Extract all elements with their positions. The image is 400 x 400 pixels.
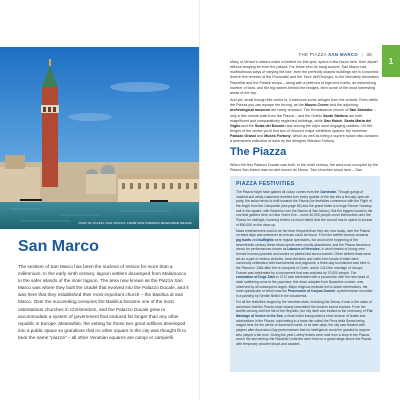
bold-term: Procession of Corpus Domini <box>287 289 335 294</box>
paragraph-1: Many of Venice's visitors make a beeline for this spot, spend a few hours here, then depart without straying far from the piazza. For those who do hang around, San Marco has multitudinous ways of varying the tour: from the perfectly shaped buildings set in concentric lines in the reverse of the Procuratie and the Torre dell'Orologio, to the intricately decorated Piazzetta and the Palace shops – along with a plethora of high-end hotels, an astonishing number of bars, and the big names behind the bridges, then some of the most interesting areas of the city. <box>230 60 379 95</box>
bold-term: Museo Fortuny <box>264 134 291 139</box>
festivities-paragraph-1 <box>236 190 374 227</box>
chapter-tab: 1 <box>382 45 400 77</box>
section-title: San Marco <box>18 238 99 255</box>
bold-term: Museo Correr <box>304 103 329 108</box>
bold-term: San Moisè <box>323 118 343 123</box>
bold-term: pig hunts <box>236 238 252 243</box>
text-run: Mass entertainment used to be far more frequent than they are now today, over the Piazza on feast days and whenever an excuse could be found. From the twelfth century onwards <box>236 228 370 238</box>
running-head-area: SAN MARCO <box>328 52 358 57</box>
bold-term: San Salvador <box>349 108 373 113</box>
venice-photo <box>0 47 200 229</box>
text-run: , in which teams of young men formed human pyramids and towers on planks laid across barrels. Other athletic feats were set as a part of various victories, local elections and visits from heads of state were commonly celebrated with tournaments and pageants; a three-day tournament was held in the Piazza in 1364 after the re-conquest of Crete, and in 1413 the marriage of Jacopo Foscari was celebrated by a tournament that was watched by 70,000 people. The <box>236 247 371 275</box>
page-number: 35 <box>366 52 372 57</box>
text-run: For all the festivities staged by the Venetian state, including the Sensa, it was in the wake of ascension that the Piazza most closely resembled the modern tourist enclave. From the twelfth century until the fall of the Republic, the city itself was treated to the ceremony of <box>236 300 372 314</box>
text-run: And yet, small though this centre is, it harbours some refuges from the crowds. Even within the Piazza you can escape the throng, as the <box>230 98 379 108</box>
text-run: are both magnificent and comparatively neglected buildings, while <box>230 113 363 123</box>
intro-paragraph: The sestiere of San Marco has been the nucleus of Venice for more than a millennium. In the early ninth century, lagoon settlers decamped from Malamocco to the safer islands of the inner lagoon. The area now known as the Piazza San Marco was where they built the citadel that evolved into the Palazzo Ducale, and it was here that they established their most important church – the Basilica di San Marco. Over the succeeding centuries the Basilica became one of the most ostentatious churches in Christendom, and the Palazzo Ducale grew to accommodate a system of government that endured far longer than any other republic in Europe. Meanwhile, the setting for these two great edifices developed into a public space so grandiose that no other square in the city was thought fit to bear the name "piazza" – all other Venetian squares are campi or campielli. <box>18 264 189 340</box>
text-run: , which as well as being a superb space also contains a permanent collection of work by the designer Mariano Fortuny. <box>230 134 379 144</box>
piazza-intro: When the first Palazzo Ducale was built, in the ninth century, the area now occupied by the Piazza San Marco was an islet known as Morso. Two churches stood here – San <box>230 163 378 173</box>
bold-term: Santo Stefano <box>323 113 348 118</box>
festivities-paragraph-2 <box>236 229 374 299</box>
text-run: rank among the city's most engaging oddities. On the fringes of the centre you'll find two of Venice's major exhibition spaces: the immense <box>230 123 373 134</box>
text-run: were regular spectacles, but around the beginning of the seventeenth century these blood sports were mostly abandoned, and the Piazza became a venue for performances known as <box>236 238 371 252</box>
text-run: , a ritual which inaugurated a short season of feasts and celebrations in the Piazza, culminating in a trade fair called the Fiera della Sensa being staged here for the whole of Ascension week. In its later days, the city was flooded with players after Ascension Day performances that for intelligence would be granted to anyone who played a fair tune. During the year Lottery tickets were sold from a shop in the Piazza, and in the last century the Republic's lotteries were held on a grand stage above the Piazza with temporary wooden shops and arcades. <box>236 314 372 346</box>
text-run: . Though gangs of masked and wildly costumed revellers turn every quarter of the city into a ten-day open-air party, the action tends to shift towards the Piazza (for festivities commence with the Flight of the Angel from the Campanile (see page 86) and the grand finale is a huge Shrove Tuesday ball in the square, with fireworks over the Bacino di San Marco). But the biggest crowd is the one that gathers here on New Year's Eve – some 40,000 people crush themselves onto the Piazza for midnight, hovering behind so much debris that the council has to spend in excess of €50,000 on the clear-up. <box>236 190 373 227</box>
text-run: and <box>256 134 265 139</box>
text-run: and the <box>240 123 255 128</box>
text-run: – only a five-minute walk from the Piazza – and the Gothic <box>230 108 376 118</box>
photo-caption: VIEW OF PIAZZA SAN MARCO FROM SAN GIORGIO MAGGIORE ISLAND <box>78 221 192 225</box>
text-run: , a performance recorded in a painting by Gentile Bellini in the Accademia. <box>236 289 373 298</box>
running-header <box>299 52 372 57</box>
bold-term: archeological museum <box>230 108 270 113</box>
text-run: , <box>342 118 345 123</box>
piazza-panorama-image <box>0 47 200 229</box>
bold-term: Palazzo Grassi <box>230 134 257 139</box>
bold-term: Scala del Bovolo <box>254 123 285 128</box>
text-run: and the adjoining <box>328 103 358 108</box>
text-run: are rarely crowded. The Renaissance church of <box>269 108 350 113</box>
right-body-text <box>230 60 380 147</box>
festivities-paragraph-3 <box>236 300 374 347</box>
bold-term: coronation of Doge Ziani <box>236 275 276 280</box>
running-head-section: THE PIAZZA <box>298 52 327 57</box>
bold-term: Carnevale <box>320 190 337 194</box>
festivities-box <box>230 176 380 372</box>
piazza-heading: The Piazza <box>230 146 287 158</box>
text-run: The Piazza might have gained all colour comes from the <box>236 190 321 194</box>
festivities-heading: PIAZZA FESTIVITIES <box>236 181 295 187</box>
text-run: in 1172 was celebrated with a procession with the new head of state scattering coins to the populace; this ritual, adapted from Byzantine custom, was observed by all subsequent doges. Major religious festivals led to lavish celebrations, the most spectacular of which was the <box>236 275 369 294</box>
bold-term: The Marriage of Venice to the Sea <box>236 309 373 319</box>
left-body-text <box>18 263 190 341</box>
text-run: and <box>251 238 259 243</box>
running-head-separator: | <box>361 52 363 57</box>
bold-term: Santa Maria del Giglio <box>230 118 372 128</box>
bold-term: Labours of Hercules <box>287 247 320 252</box>
paragraph-2 <box>230 98 380 144</box>
bold-term: bullfights <box>258 238 274 243</box>
right-page <box>200 0 400 400</box>
